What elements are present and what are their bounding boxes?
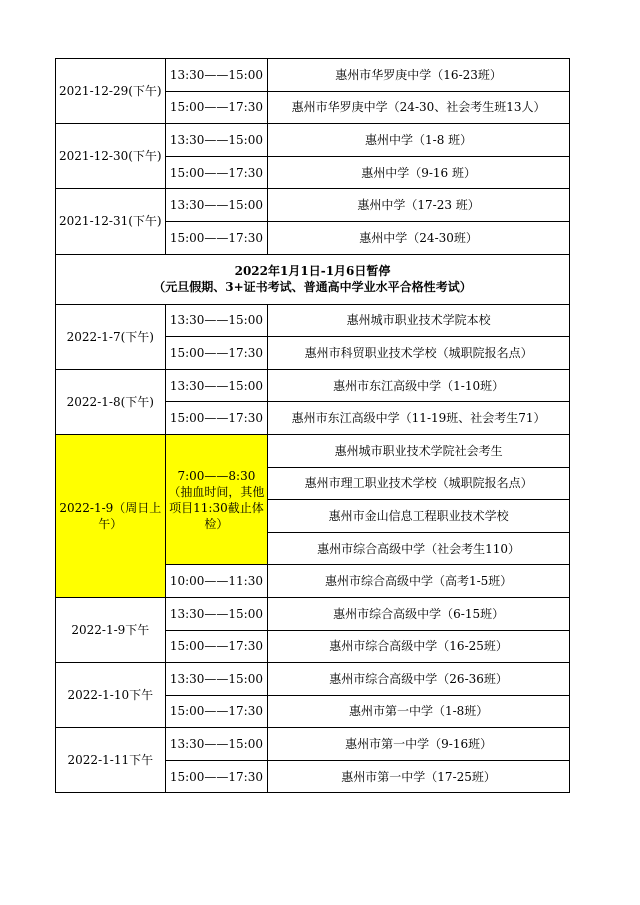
notice-line-1: 2022年1月1日-1月6日暂停 — [234, 264, 391, 279]
table-row — [56, 124, 570, 157]
time-cell: 13:30——15:00 — [165, 304, 268, 337]
notice-line-2: （元旦假期、3+证书考试、普通高中学业水平合格性考试） — [153, 280, 472, 295]
time-cell: 15:00——17:30 — [165, 337, 268, 370]
place-cell: 惠州市理工职业技术学校（城职院报名点） — [268, 467, 570, 500]
time-cell: 15:00——17:30 — [165, 221, 268, 254]
date-cell: 2022-1-8(下午) — [56, 369, 166, 434]
time-cell: 15:00——17:30 — [165, 760, 268, 793]
highlighted-time-cell: 7:00——8:30（抽血时间，其他项目11:30截止体检） — [165, 434, 268, 564]
place-cell: 惠州市综合高级中学（6-15班） — [268, 597, 570, 630]
place-cell: 惠州市第一中学（9-16班） — [268, 728, 570, 761]
table-row — [56, 728, 570, 761]
time-cell: 13:30——15:00 — [165, 728, 268, 761]
place-cell: 惠州中学（24-30班） — [268, 221, 570, 254]
place-cell: 惠州市综合高级中学（高考1-5班） — [268, 565, 570, 598]
table-row — [56, 434, 570, 467]
time-cell: 13:30——15:00 — [165, 124, 268, 157]
pause-notice — [56, 254, 570, 304]
place-cell: 惠州市综合高级中学（26-36班） — [268, 663, 570, 696]
highlighted-date-cell: 2022-1-9（周日上午） — [56, 434, 166, 597]
table-row — [56, 304, 570, 337]
time-cell: 15:00——17:30 — [165, 156, 268, 189]
place-cell: 惠州中学（1-8 班） — [268, 124, 570, 157]
table-row — [56, 597, 570, 630]
time-cell: 13:30——15:00 — [165, 597, 268, 630]
schedule-table — [55, 58, 570, 793]
place-cell: 惠州中学（17-23 班） — [268, 189, 570, 222]
date-cell: 2022-1-9下午 — [56, 597, 166, 662]
place-cell: 惠州市综合高级中学（16-25班） — [268, 630, 570, 663]
time-cell: 13:30——15:00 — [165, 189, 268, 222]
date-cell: 2021-12-31(下午) — [56, 189, 166, 254]
place-cell: 惠州市科贸职业技术学校（城职院报名点） — [268, 337, 570, 370]
place-cell: 惠州市综合高级中学（社会考生110） — [268, 532, 570, 565]
date-cell: 2021-12-30(下午) — [56, 124, 166, 189]
place-cell: 惠州市第一中学（17-25班） — [268, 760, 570, 793]
date-cell: 2022-1-11下午 — [56, 728, 166, 793]
place-cell: 惠州城市职业技术学院本校 — [268, 304, 570, 337]
time-cell: 13:30——15:00 — [165, 369, 268, 402]
table-row — [56, 189, 570, 222]
time-cell: 10:00——11:30 — [165, 565, 268, 598]
date-cell: 2022-1-7(下午) — [56, 304, 166, 369]
notice-row — [56, 254, 570, 304]
time-cell: 15:00——17:30 — [165, 630, 268, 663]
place-cell: 惠州城市职业技术学院社会考生 — [268, 434, 570, 467]
place-cell: 惠州市东江高级中学（11-19班、社会考生71） — [268, 402, 570, 435]
time-cell: 15:00——17:30 — [165, 402, 268, 435]
time-cell: 15:00——17:30 — [165, 91, 268, 124]
place-cell: 惠州市华罗庚中学（16-23班） — [268, 59, 570, 92]
table-row — [56, 369, 570, 402]
date-cell: 2021-12-29(下午) — [56, 59, 166, 124]
time-cell: 13:30——15:00 — [165, 663, 268, 696]
table-row — [56, 663, 570, 696]
place-cell: 惠州市华罗庚中学（24-30、社会考生班13人） — [268, 91, 570, 124]
table-row — [56, 59, 570, 92]
time-cell: 13:30——15:00 — [165, 59, 268, 92]
place-cell: 惠州市金山信息工程职业技术学校 — [268, 500, 570, 533]
time-cell: 15:00——17:30 — [165, 695, 268, 728]
place-cell: 惠州市东江高级中学（1-10班） — [268, 369, 570, 402]
place-cell: 惠州中学（9-16 班） — [268, 156, 570, 189]
date-cell: 2022-1-10下午 — [56, 663, 166, 728]
place-cell: 惠州市第一中学（1-8班） — [268, 695, 570, 728]
